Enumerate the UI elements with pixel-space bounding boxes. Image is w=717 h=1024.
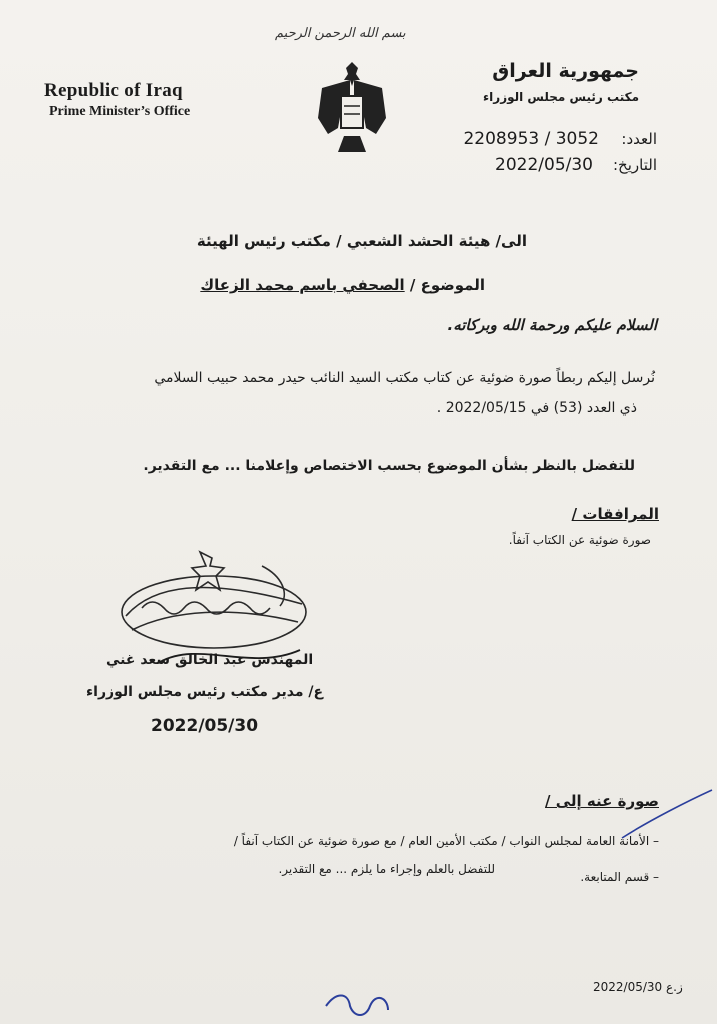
english-office-subtitle: Prime Minister’s Office [49, 104, 191, 119]
subject-prefix: الموضوع / [409, 276, 485, 294]
basmala: بسم الله الرحمن الرحيم [275, 26, 406, 41]
office-stamp-icon [112, 546, 312, 656]
subject-text: الصحفي باسم محمد الزعاك [200, 276, 405, 294]
arabic-office-subtitle: مكتب رئيس مجلس الوزراء [483, 90, 639, 104]
copies-line-3: – قسم المتابعة. [580, 870, 659, 884]
iraq-eagle-emblem-icon [314, 58, 390, 156]
copies-title: صورة عنه إلى / [545, 792, 659, 810]
subject-line [200, 276, 485, 294]
footer-code: ز.ع 2022/05/30 [593, 980, 683, 994]
attachment-item: صورة ضوئية عن الكتاب آنفاً. [508, 533, 651, 547]
body-paragraph-line-1: نُرسل إليكم ربطاً صورة ضوئية عن كتاب مكتب السيد النائب حيدر محمد حبيب السلامي [154, 370, 655, 386]
signatory-name: المهندس عبد الخالق سعد غني [106, 652, 314, 668]
date-label: التاريخ: [613, 156, 657, 174]
body-request-line: للتفضل بالنظر بشأن الموضوع بحسب الاختصاص وإعلامنا ... مع التقدير. [143, 458, 635, 474]
letter-date: 2022/05/30 [495, 155, 593, 175]
pen-stroke-margin-icon [326, 996, 388, 1016]
body-paragraph-line-2: ذي العدد (53) في 2022/05/15 . [436, 400, 637, 416]
arabic-country-title: جمهورية العراق [492, 60, 639, 82]
attachments-title: المرافقات / [571, 505, 659, 523]
signatory-title: ع/ مدير مكتب رئيس مجلس الوزراء [86, 684, 324, 700]
recipient-line: الى/ هيئة الحشد الشعبي / مكتب رئيس الهيئة [196, 232, 527, 250]
copies-line-2: للتفضل بالعلم وإجراء ما يلزم ... مع التقدير. [278, 862, 495, 876]
copies-line-1: – الأمانة العامة لمجلس النواب / مكتب الأمين العام / مع صورة ضوئية عن الكتاب آنفاً / [233, 834, 659, 848]
english-country-title: Republic of Iraq [44, 80, 183, 101]
reference-label: العدد: [621, 130, 657, 148]
reference-number: 2208953 / 3052 [463, 129, 599, 149]
greeting: السلام عليكم ورحمة الله وبركاته. [447, 316, 657, 334]
signature-date: 2022/05/30 [151, 716, 259, 736]
